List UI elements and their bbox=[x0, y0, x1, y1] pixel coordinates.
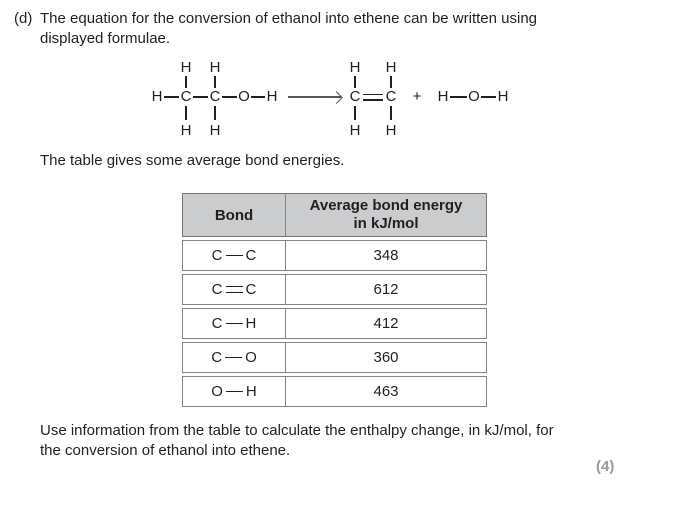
bond-left-atom: C bbox=[211, 247, 223, 264]
bond-right-atom: H bbox=[245, 383, 257, 400]
single-bond bbox=[222, 96, 237, 98]
atom-h: H bbox=[497, 88, 509, 105]
bond-right-atom: C bbox=[245, 247, 257, 264]
bond-energy-value: 348 bbox=[373, 247, 399, 264]
single-bond-icon bbox=[226, 323, 243, 325]
atom-h: H bbox=[385, 59, 397, 76]
atom-c: C bbox=[349, 88, 361, 105]
bond-energy-value: 612 bbox=[373, 281, 399, 298]
atom-h: H bbox=[385, 122, 397, 139]
atom-o: O bbox=[468, 88, 480, 105]
atom-h: H bbox=[209, 122, 221, 139]
single-bond bbox=[251, 96, 265, 98]
bond-cc-double bbox=[212, 281, 257, 298]
table-row bbox=[182, 240, 487, 271]
atom-c: C bbox=[385, 88, 397, 105]
chemical-equation-diagram bbox=[0, 0, 677, 160]
atom-h: H bbox=[180, 59, 192, 76]
bond-right-atom: O bbox=[245, 349, 257, 366]
single-bond bbox=[164, 96, 179, 98]
double-bond-icon bbox=[226, 286, 243, 293]
single-bond bbox=[481, 96, 496, 98]
single-bond-icon bbox=[226, 391, 243, 393]
bond-column-header: Bond bbox=[183, 194, 286, 236]
single-bond bbox=[390, 106, 392, 120]
table-header-row bbox=[182, 193, 487, 237]
table-row bbox=[182, 342, 487, 373]
table-row bbox=[182, 274, 487, 305]
atom-h: H bbox=[209, 59, 221, 76]
single-bond bbox=[450, 96, 467, 98]
atom-h: H bbox=[349, 122, 361, 139]
atom-h: H bbox=[151, 88, 163, 105]
intro-line-1: The equation for the conversion of ethanol into ethene can be written using bbox=[40, 10, 537, 27]
bond-co-single bbox=[211, 349, 257, 366]
bond-energy-table bbox=[182, 193, 487, 410]
plus-sign: + bbox=[412, 88, 422, 105]
question-text bbox=[40, 421, 620, 461]
atom-h: H bbox=[349, 59, 361, 76]
atom-c: C bbox=[209, 88, 221, 105]
single-bond bbox=[214, 76, 216, 88]
intro-line-2: displayed formulae. bbox=[40, 30, 171, 47]
question-line-2: the conversion of ethanol into ethene. bbox=[40, 442, 291, 459]
bond-left-atom: C bbox=[211, 349, 223, 366]
bond-oh-single bbox=[211, 383, 257, 400]
single-bond bbox=[214, 106, 216, 120]
bond-left-atom: C bbox=[211, 281, 223, 298]
energy-column-header bbox=[286, 194, 486, 236]
single-bond bbox=[193, 96, 208, 98]
atom-h: H bbox=[266, 88, 278, 105]
bond-cc-single bbox=[212, 247, 257, 264]
single-bond bbox=[185, 76, 187, 88]
single-bond bbox=[185, 106, 187, 120]
bond-right-atom: C bbox=[245, 281, 257, 298]
double-bond bbox=[363, 99, 383, 101]
bond-left-atom: C bbox=[211, 315, 223, 332]
single-bond bbox=[354, 76, 356, 88]
part-label: (d) bbox=[14, 10, 33, 27]
atom-h: H bbox=[437, 88, 449, 105]
atom-h: H bbox=[180, 122, 192, 139]
single-bond bbox=[354, 106, 356, 120]
atom-o: O bbox=[238, 88, 250, 105]
bond-energy-value: 360 bbox=[373, 349, 399, 366]
single-bond-icon bbox=[225, 357, 242, 359]
double-bond bbox=[363, 94, 383, 96]
question-line-1: Use information from the table to calculate the enthalpy change, in kJ/mol, for bbox=[40, 422, 554, 439]
table-row bbox=[182, 376, 487, 407]
bond-energy-value: 463 bbox=[373, 383, 399, 400]
energy-header-line-2: in kJ/mol bbox=[353, 215, 419, 232]
energy-header-line-1: Average bond energy bbox=[309, 197, 463, 214]
bond-ch-single bbox=[212, 315, 257, 332]
marks-badge: (4) bbox=[596, 458, 615, 475]
single-bond bbox=[390, 76, 392, 88]
reaction-arrow-head-icon bbox=[330, 91, 343, 104]
bond-left-atom: O bbox=[211, 383, 223, 400]
table-intro-text: The table gives some average bond energies. bbox=[40, 152, 345, 169]
bond-energy-value: 412 bbox=[373, 315, 399, 332]
bond-right-atom: H bbox=[245, 315, 257, 332]
atom-c: C bbox=[180, 88, 192, 105]
single-bond-icon bbox=[226, 255, 243, 257]
table-row bbox=[182, 308, 487, 339]
